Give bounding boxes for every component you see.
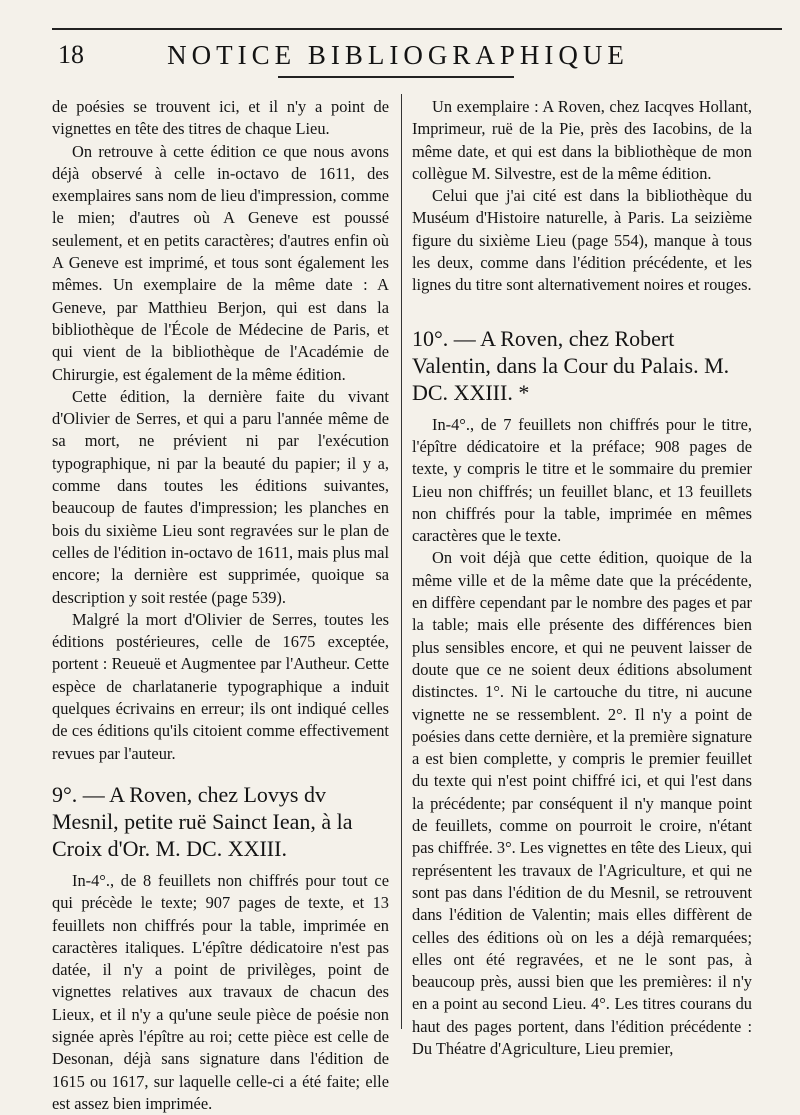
spacer — [412, 297, 752, 309]
header-rule — [278, 76, 514, 78]
section-heading: 9°. — A Roven, chez Lovys dv Mesnil, petite ruë Sainct Iean, à la Croix d'Or. M. DC. XXIII. — [52, 781, 353, 861]
left-column — [52, 96, 389, 1115]
top-rule — [52, 28, 782, 30]
page-number: 18 — [58, 40, 84, 69]
column-divider — [401, 94, 402, 1029]
section-heading: 10°. — A Roven, chez Robert Valentin, dans la Cour du Palais. M. DC. XXIII. * — [412, 325, 730, 405]
running-title: NOTICE BIBLIOGRAPHIQUE — [167, 40, 629, 70]
paragraph: Celui que j'ai cité est dans la bibliothèque du Muséum d'Histoire naturelle, à Paris. La seizième figure du sixième Lieu (page 554), manque à tous les deux, comme dans l'édition précédente, et les lignes du titre sont alternativement noires et rouges. — [412, 186, 752, 295]
paragraph: Un exemplaire : A Roven, chez Iacqves Hollant, Imprimeur, ruë de la Pie, près des Iacobins, de la même date, et qui est dans la bibliothèque de mon collègue M. Silvestre, est de la même édition. — [412, 97, 752, 183]
paragraph: Cette édition, la dernière faite du vivant d'Olivier de Serres, et qui a paru l'année même de sa mort, ne prévient ni par l'exécution typographique, ni par la beauté du papier; il y a, comme dans toutes les éditions suivantes, beaucoup de fautes d'impression; les planches en bois du sixième Lieu sont regravées sur le plan de celles de l'édition in-octavo de 1611, mais plus mal encore; la dernière est supprimée, quoique sa description y soit restée (page 539). — [52, 386, 389, 607]
paragraph: de poésies se trouvent ici, et il n'y a point de vignettes en tête des titres de chaque Lieu. — [52, 97, 389, 139]
paragraph: In-4°., de 8 feuillets non chiffrés pour tout ce qui précède le texte; 907 pages de texte, et 13 feuillets non chiffrés pour la table, imprimée en caractères italiques. L'épître dédicatoire n'est pas datée, il n'y a point de privilèges, point de vignettes relatives aux travaux de chacun des Lieux, et il n'y a qu'une seule pièce de poésie non signée après l'épître au roi; cette pièce est celle de Desonan, déjà sans signature dans l'édition de 1615 ou 1617, sur laquelle celle-ci a été faite; elle est assez bien imprimée. — [52, 870, 389, 1113]
page-header — [0, 40, 800, 74]
paragraph: Malgré la mort d'Olivier de Serres, toutes les éditions postérieures, celle de 1675 exceptée, portent : Reueuë et Augmentee par l'Autheur. Cette espèce de charlatanerie typographique a induit quelques écrivains en erreur; ils ont indiqué celles de ces éditions qu'ils citoient comme effectivement revues par l'auteur. — [52, 609, 389, 763]
paragraph: On voit déjà que cette édition, quoique de la même ville et de la même date que la précédente, en diffère cependant par le nombre des pages et par la table; mais elle présente des différences bien plus sensibles encore, et qui ne peuvent laisser de doute que ce ne soient deux éditions absolument distinctes. 1°. Ni le cartouche du titre, ni aucune vignette ne se ressemblent. 2°. Il n'y a point de poésies dans cette dernière, et la première signature a est bien complette, y compris le premier feuillet du texte qui n'est point chiffré ici, et qui l'est dans la précédente; par conséquent il n'y manque point de feuillets, comme on pourroit le croire, n'étant pas chiffrée. 3°. Les vignettes en tête des Lieux, qui représentent les travaux de l'Agriculture, et qui ne sont pas dans l'édition de du Mesnil, se retrouvent dans l'édition de Valentin; mais elles diffèrent de celles des éditions où on les a déjà remarquées; elles ont été regravées, et ne le sont pas, à beaucoup près, aussi bien que les premières: il n'y en a point au second Lieu. 4°. Les titres courans du haut des pages portent, dans l'édition précédente : Du Théatre d'Agriculture, Lieu premier, — [412, 548, 752, 1058]
paragraph: On retrouve à cette édition ce que nous avons déjà observé à celle in-octavo de 1611, des exemplaires sans nom de lieu d'impression, comme le mien; d'autres où A Geneve est poussé seulement, et en petits caractères; d'autres enfin où A Geneve est imprimé, et tous sont également les mêmes. Un exemplaire de la même date : A Geneve, par Matthieu Berjon, qui est dans la bibliothèque de l'École de Médecine de Paris, et qui vient de la bibliothèque de l'Académie de Chirurgie, est également de la même édition. — [52, 141, 389, 384]
right-column — [412, 96, 752, 1060]
paragraph: In-4°., de 7 feuillets non chiffrés pour le titre, l'épître dédicatoire et la préface; 908 pages de texte, y compris le titre et le sommaire du premier Lieu non chiffrés; un feuillet blanc, et 13 feuillets non chiffrés pour la table, imprimée en mêmes caractères que le texte. — [412, 414, 752, 546]
